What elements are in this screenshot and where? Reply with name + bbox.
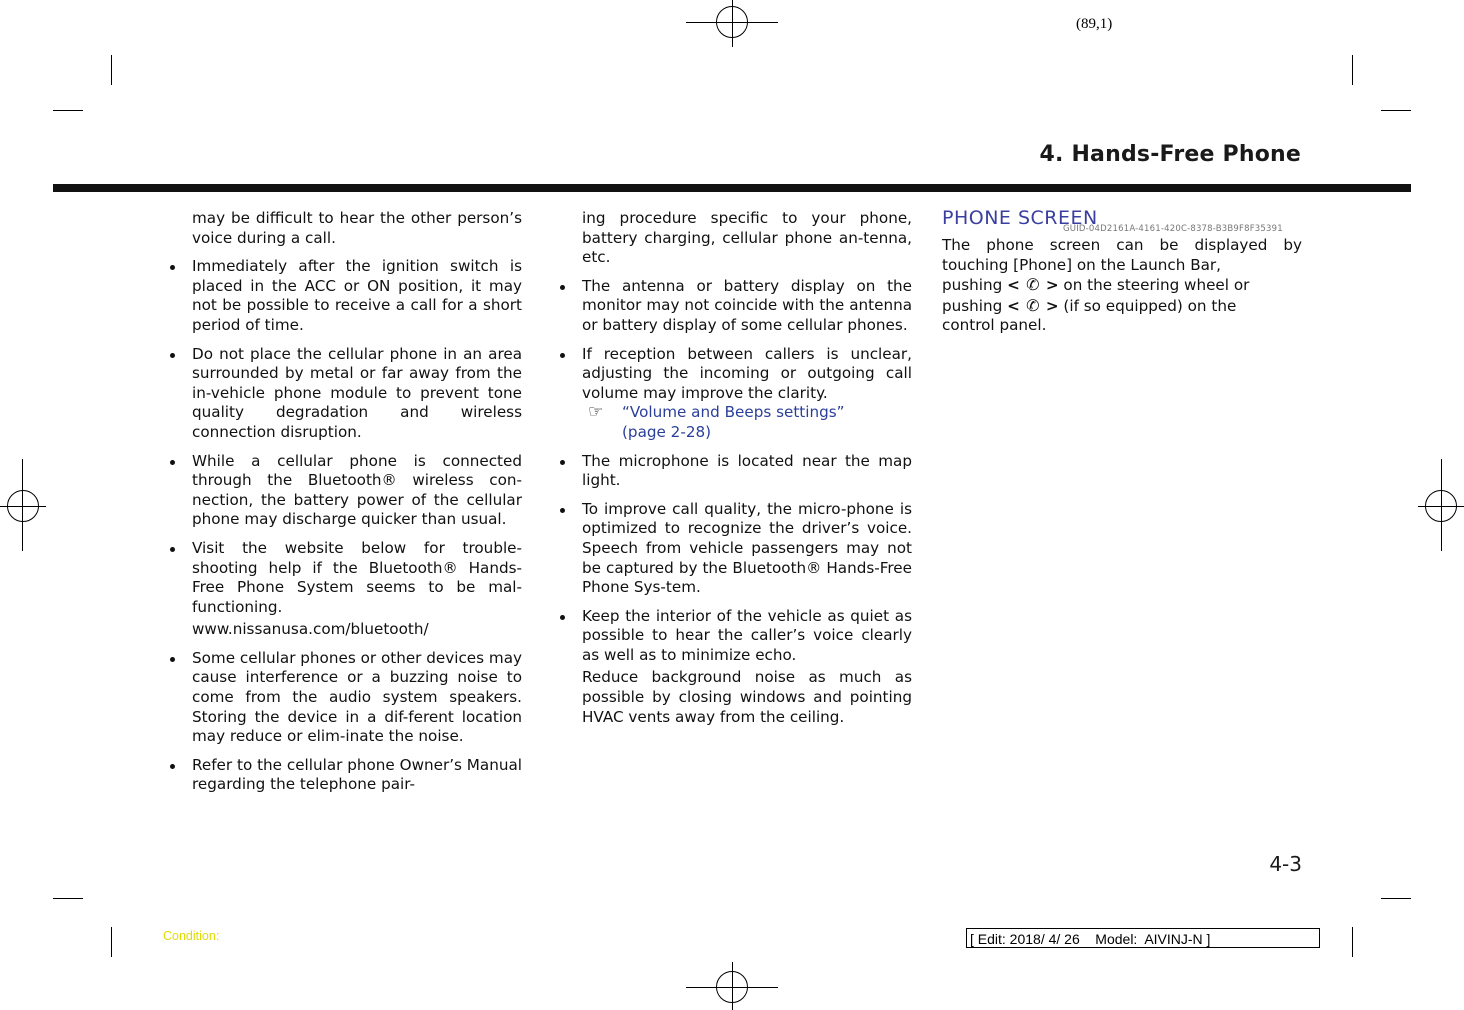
registration-mark-top (716, 6, 748, 38)
right-column (942, 236, 1302, 336)
chapter-title: 4. Hands-Free Phone (1039, 142, 1301, 167)
bullet-item: To improve call quality, the micro-phone is optimized to recognize the driver’s voice. Speech from vehicle passengers may not be captured by the Bluetooth® Hands-Free Phone Sys-tem. (582, 499, 912, 597)
crop-mark (1352, 927, 1353, 957)
phone-icon: ✆ (1026, 275, 1040, 295)
registration-mark-left (7, 490, 39, 522)
section-title: PHONE SCREEN (942, 207, 1098, 229)
reference-page: (page 2-28) (622, 422, 712, 441)
crop-mark (53, 110, 83, 111)
paragraph: Reduce background noise as much as possible by closing windows and pointing HVAC vents away from the ceiling. (582, 668, 912, 726)
bullet-item: Visit the website below for trouble-shooting help if the Bluetooth® Hands-Free Phone System seems to be mal-functioning. (192, 538, 522, 616)
bullet-item: While a cellular phone is connected through the Bluetooth® wireless con-nection, the battery power of the cellular phone may discharge quicker than usual. (192, 451, 522, 529)
left-column (192, 209, 522, 795)
page-number: 4-3 (1269, 852, 1302, 876)
crop-mark (1352, 55, 1353, 85)
paragraph: The phone screen can be displayed by touching [Phone] on the Launch Bar, (942, 236, 1302, 274)
crop-mark (111, 927, 112, 957)
registration-mark-bottom (716, 971, 748, 1003)
bracket: > (1045, 296, 1059, 315)
bullet-item: The antenna or battery display on the monitor may not coincide with the antenna or battery display of some cellular phones. (582, 276, 912, 334)
registration-mark-right (1425, 490, 1457, 522)
bullet-item: The microphone is located near the map light. (582, 451, 912, 490)
website-url[interactable]: www.nissanusa.com/bluetooth/ (192, 620, 429, 639)
bullet-item: If reception between callers is unclear, adjusting the incoming or outgoing call volume may improve the clarity. (582, 344, 912, 402)
bullet-item: Immediately after the ignition switch is placed in the ACC or ON position, it may not be possible to receive a call for a short period of time. (192, 257, 522, 334)
edit-info-box: [ Edit: 2018/ 4/ 26 Model: AIVINJ-N ] (966, 928, 1320, 948)
header-rule (53, 184, 1411, 192)
bracket: > (1045, 276, 1059, 295)
crop-mark (1381, 110, 1411, 111)
condition-label: Condition: (163, 929, 220, 943)
paragraph-line: pushing < ✆ > on the steering wheel or (942, 275, 1250, 295)
page-code: (89,1) (1076, 16, 1113, 32)
crop-mark (53, 898, 83, 899)
reference-text: “Volume and Beeps settings” (622, 403, 845, 422)
guid-code: GUID-04D2161A-4161-420C-8378-B3B9F8F35391 (1063, 224, 1283, 234)
paragraph-line: control panel. (942, 316, 1047, 335)
bullet-item: Refer to the cellular phone Owner’s Manual regarding the telephone pair- (192, 755, 522, 794)
phone-icon: ✆ (1026, 295, 1040, 315)
bracket: < (1007, 296, 1020, 315)
crop-mark (111, 55, 112, 85)
middle-column (582, 209, 912, 727)
paragraph: may be difficult to hear the other person’s voice during a call. (192, 209, 522, 247)
bullet-item: Some cellular phones or other devices may cause interference or a buzzing noise to come from the audio system speakers. Storing the device in a dif-ferent location may reduce or elim-inate the noise. (192, 648, 522, 746)
paragraph: ing procedure specific to your phone, battery charging, cellular phone an-tenna, etc. (582, 209, 912, 267)
crop-mark (1381, 898, 1411, 899)
bullet-item: Keep the interior of the vehicle as quiet as possible to hear the caller’s voice clearly as well as to minimize echo. (582, 606, 912, 664)
bullet-item: Do not place the cellular phone in an area surrounded by metal or far away from the in-vehicle phone module to prevent tone quality degradation and wireless connection disruption. (192, 344, 522, 441)
paragraph-line: pushing < ✆ > (if so equipped) on the (942, 295, 1237, 315)
pointing-hand-icon: ☞ (588, 402, 604, 423)
bracket: < (1007, 276, 1020, 295)
cross-reference-link[interactable] (582, 403, 912, 442)
